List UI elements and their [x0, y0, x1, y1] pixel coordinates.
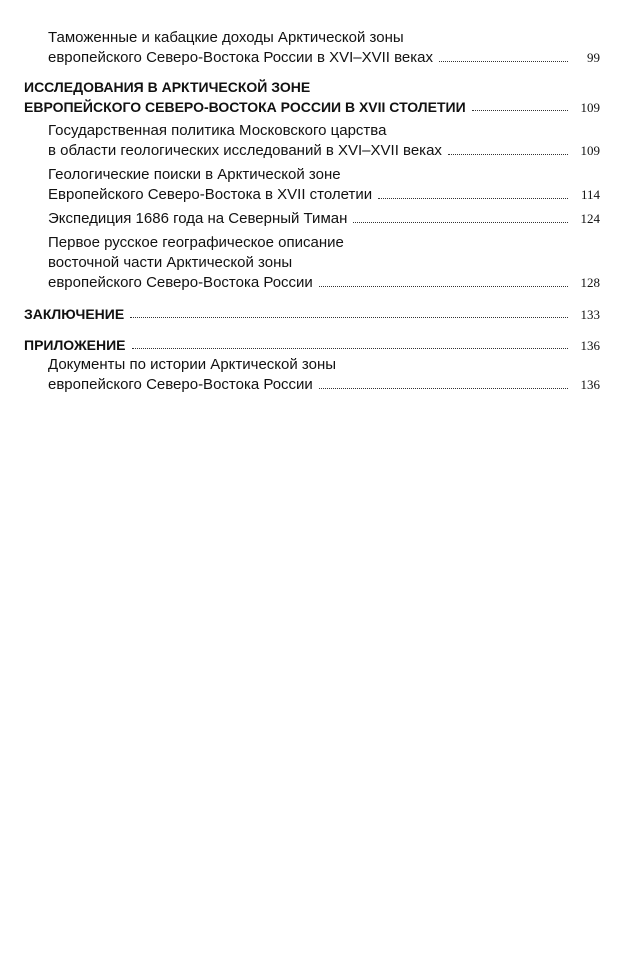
toc-entry-expedition-1686[interactable] [24, 209, 600, 229]
toc-entry-title-line: европейского Северо-Востока России [48, 274, 313, 291]
toc-page-number: 136 [580, 338, 600, 353]
toc-entry-line [24, 304, 600, 324]
toc-page-number: 109 [580, 143, 600, 158]
toc-entry-line [24, 28, 600, 48]
dot-leader [439, 60, 568, 62]
toc-entry-title-line: Экспедиция 1686 года на Северный Тиман [48, 210, 348, 227]
toc-section-title-line: ПРИЛОЖЕНИЕ [24, 337, 126, 353]
dot-leader [132, 347, 569, 349]
toc-entry-title-line: Геологические поиски в Арктической зоне [48, 166, 341, 183]
toc-section-conclusion[interactable] [24, 304, 600, 324]
toc-page-number: 128 [580, 275, 600, 290]
toc-entry-title-line: Документы по истории Арктической зоны [48, 356, 337, 373]
toc-entry-title-line: восточной части Арктической зоны [48, 254, 293, 271]
toc-entry-geographic-description[interactable] [24, 233, 600, 293]
toc-entry-customs-revenues[interactable] [24, 28, 600, 68]
dot-leader [448, 153, 568, 155]
table-of-contents [24, 28, 600, 395]
dot-leader [319, 285, 568, 287]
toc-entry-line [24, 375, 600, 395]
dot-leader [353, 221, 568, 223]
toc-entry-line [24, 355, 600, 375]
toc-page-number: 114 [580, 187, 600, 202]
toc-page-number: 109 [580, 100, 600, 115]
toc-entry-title-line: европейского Северо-Востока России [48, 376, 313, 393]
toc-entry-state-policy[interactable] [24, 121, 600, 161]
toc-section-title-line: ЗАКЛЮЧЕНИЕ [24, 306, 125, 322]
dot-leader [130, 316, 568, 318]
toc-entry-line [24, 141, 600, 161]
toc-page-number: 124 [580, 211, 600, 226]
toc-section-arctic-research[interactable] [24, 77, 600, 117]
toc-entry-geological-search[interactable] [24, 165, 600, 205]
dot-leader [319, 387, 568, 389]
toc-entry-line [24, 209, 600, 229]
toc-entry-title-line: Первое русское географическое описание [48, 234, 344, 251]
toc-entry-title-line: европейского Северо-Востока России в XVI–XVII веках [48, 49, 434, 66]
toc-entry-line [24, 253, 600, 273]
toc-entry-line [24, 185, 600, 205]
toc-entry-line [24, 77, 600, 97]
dot-leader [378, 197, 568, 199]
toc-entry-title-line: Государственная политика Московского царства [48, 122, 387, 139]
toc-entry-line [24, 233, 600, 253]
toc-entry-documents[interactable] [24, 355, 600, 395]
dot-leader [472, 109, 568, 111]
toc-entry-title-line: Таможенные и кабацкие доходы Арктической зоны [48, 29, 404, 46]
toc-entry-line [24, 165, 600, 185]
toc-entry-line [24, 97, 600, 117]
toc-entry-line [24, 48, 600, 68]
toc-entry-line [24, 273, 600, 293]
toc-entry-title-line: в области геологических исследований в XVI–XVII веках [48, 142, 442, 159]
toc-page-number: 136 [580, 377, 600, 392]
toc-section-title-line: ЕВРОПЕЙСКОГО СЕВЕРО-ВОСТОКА РОССИИ В XVII СТОЛЕТИИ [24, 99, 466, 115]
toc-entry-line [24, 335, 600, 355]
toc-entry-line [24, 121, 600, 141]
toc-section-appendix[interactable] [24, 335, 600, 355]
toc-entry-title-line: Европейского Северо-Востока в XVII столетии [48, 186, 373, 203]
toc-page-number: 99 [587, 50, 600, 65]
toc-section-title-line: ИССЛЕДОВАНИЯ В АРКТИЧЕСКОЙ ЗОНЕ [24, 79, 311, 95]
toc-page-number: 133 [580, 307, 600, 322]
